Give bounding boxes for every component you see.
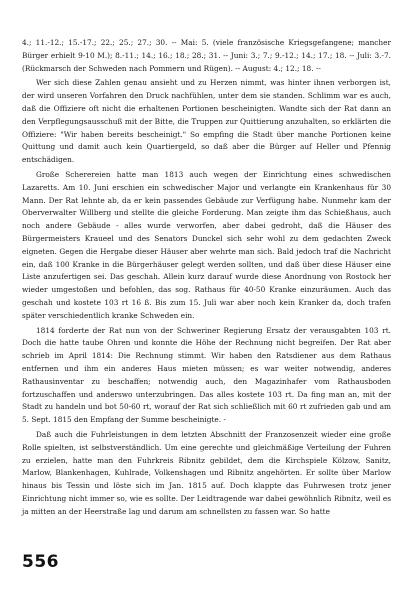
paragraph-4: 1814 forderte der Rat nun von der Schweriner Regierung Ersatz der verausgabten 103 rt. Doch die hatte taube Ohren und konnte die Höhe der Rechnung nicht begreifen. Der Rat aber schrieb im April 1814: Die Rechnung stimmt. Wir haben den Ratsdiener aus dem Rathaus entfernen und ihm ein anderes Haus mieten müssen; es war weiter notwendig, anderes Rathausinventar zu beschaffen; notwendig auch, den Magazinhafer vom Rathausboden fortzuschaffen und anderswo unterzubringen. Das alles kostete 103 rt. Da fing man an, mit der Stadt zu handeln und bot 50-60 rt, worauf der Rat sich schließlich mit 60 rt zufrieden gab und am 5. Sept. 1815 den Empfang der Summe bescheinigte. -	[22, 325, 391, 425]
paragraph-5: Daß auch die Fuhrleistungen in dem letzten Abschnitt der Franzosenzeit wieder eine große Rolle spielten, ist selbstverständlich. Um eine gerechte und gleichmäßige Verteilung der Fuhren zu erzielen, hatte man den Fuhrkreis Ribnitz gebildet, dem die Kirchspiele Kölzow, Sanitz, Marlow, Blankenhagen, Kuhlrade, Volkenshagen und Ribnitz angehörten. Er sollte über Marlow hinaus bis Tessin und löste sich im Jan. 1815 auf. Doch klappte das Fuhrwesen trotz jener Einrichtung nicht immer so, wie es sollte. Der Leidtragende war dabei gewöhnlich Ribnitz, weil es ja mitten an der Heerstraße lag und darum am schnellsten zu fassen war. So hatte	[22, 429, 391, 516]
paragraph-1: 4.; 11.-12.; 15.-17.; 22.; 25.; 27.; 30. -- Mai: 5. (viele französische Kriegsgefangene; mancher Bürger erhielt 9-10 M.); 8.-11.; 14.; 16.; 18.; 28.; 31. -- Juni: 3.; 7.; 9.-12.; 14.; 17.; 18. -- Juli: 3.-7. (Rückmarsch der Schweden nach Pommern und Rügen). -- August: 4.; 12.; 18. --	[22, 38, 391, 73]
page-number: 556	[22, 552, 59, 572]
paragraph-2: Wer sich diese Zahlen genau ansieht und zu Herzen nimmt, was hinter ihnen verborgen ist, der wird unseren Vorfahren den Druck nachfühlen, unter dem sie standen. Schlimm war es auch, daß die Offiziere oft nicht die erhaltenen Portionen bescheinigten. Wandte sich der Rat dann an den Verpflegungsausschuß mit der Bitte, die Truppen zur Quittierung anzuhalten, so erklärten die Offiziere: "Wir haben bereits bescheinigt." So empfing die Stadt über manche Portionen keine Quittung und damit auch kein Quartiergeld, so daß aber die Bürger auf Heller und Pfennig entschädigen.	[22, 78, 391, 165]
paragraph-3: Große Scherereien hatte man 1813 auch wegen der Einrichtung eines schwedischen Lazaretts. Am 10. Juni erschien ein schwedischer Major und verlangte ein Krankenhaus für 30 Mann. Der Rat lehnte ab, da er kein passendes Gebäude zur Verfügung habe. Nunmehr kam der Oberverwalter Willberg und stellte die gleiche Forderung. Man zeigte ihm das Schießhaus, auch noch andere Gebäude - alles wurde verworfen, aber dabei gedroht, daß die Häuser des Bürgermeisters Kraueel und des Senators Dunckel sich sehr wohl zu dem gedachten Zweck eigneten. Gegen die Hergabe dieser Häuser aber wehrte man sich. Bald jedoch traf die Nachricht ein, daß 100 Kranke in die Bürgerhäuser gelegt werden sollten, und daß über diese Häuser eine Liste anzufertigen sei. Das geschah. Allein kurz darauf wurde diese Anordnung von Rostock her wieder umgestoßen und befohlen, das sog. Rathaus für 40-50 Kranke einzuräumen. Auch das geschah und kostete 103 rt 16 ß. Bis zum 15. Juli war aber noch kein Kranker da, doch trafen später verschiedentlich kranke Schweden ein.	[22, 169, 391, 320]
body-text	[22, 37, 391, 518]
